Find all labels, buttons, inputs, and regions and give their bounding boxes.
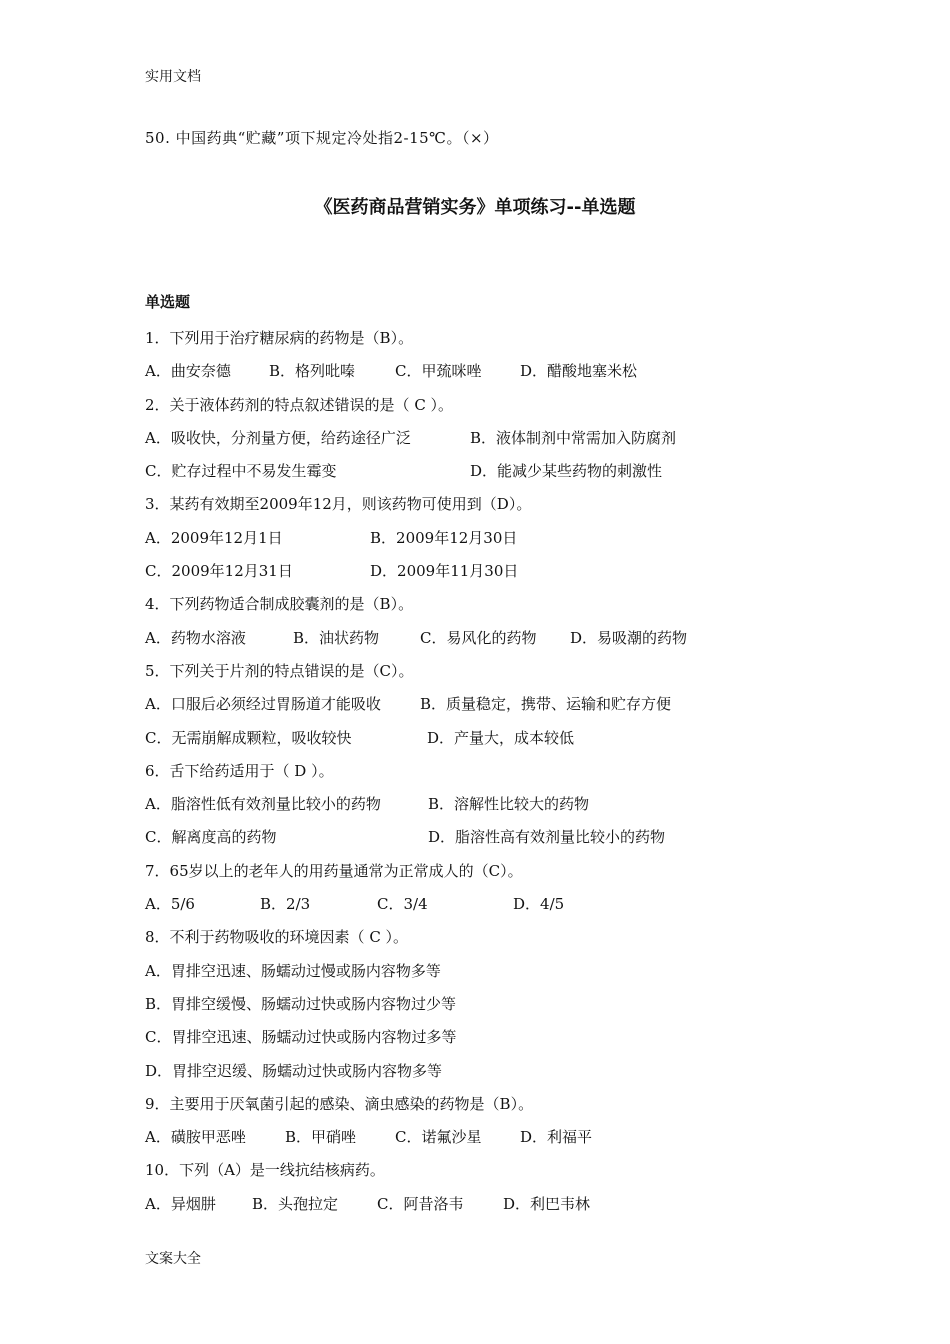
question-2-options-cd: [145, 455, 845, 488]
option-d: D．利福平: [520, 1128, 593, 1147]
question-8-option-a: A．胃排空迅速、肠蠕动过慢或肠内容物多等: [145, 961, 441, 980]
option-d: D．4/5: [513, 895, 565, 914]
option-c: C．诺氟沙星: [395, 1128, 482, 1147]
option-b: B．2/3: [260, 895, 311, 914]
question-4-stem: 4．下列药物适合制成胶囊剂的是（B）。: [145, 595, 414, 614]
option-b: B．格列吡嗪: [269, 362, 356, 381]
question-7-options: [145, 888, 845, 921]
option-b: B．甲硝唑: [285, 1128, 357, 1147]
option-c: C．3/4: [377, 895, 428, 914]
option-b: B．液体制剂中常需加入防腐剂: [470, 428, 677, 447]
question-5-stem: 5．下列关于片剂的特点错误的是（C）。: [145, 661, 414, 680]
option-a: A．异烟肼: [145, 1194, 216, 1213]
question-10-stem: 10．下列（A）是一线抗结核病药。: [145, 1161, 385, 1180]
option-a: A．曲安奈德: [145, 362, 231, 381]
question-2-options-ab: [145, 422, 845, 455]
question-3-stem: 3．某药有效期至2009年12月，则该药物可使用到（D）。: [145, 495, 532, 514]
question-9-stem: 9．主要用于厌氧菌引起的感染、滴虫感染的药物是（B）。: [145, 1094, 534, 1113]
section-heading: 单选题: [145, 293, 191, 311]
option-a: A．口服后必须经过胃肠道才能吸收: [145, 695, 381, 714]
option-b: B．油状药物: [293, 628, 380, 647]
question-5-options-ab: [145, 688, 845, 721]
option-a: A．5/6: [145, 895, 195, 914]
option-d: D．利巴韦林: [503, 1194, 591, 1213]
option-b: B．质量稳定，携带、运输和贮存方便: [420, 695, 672, 714]
option-d: D．易吸潮的药物: [570, 628, 688, 647]
option-a: A．磺胺甲恶唑: [145, 1128, 246, 1147]
question-1-options: [145, 355, 845, 388]
option-c: C．甲巯咪唑: [395, 362, 482, 381]
page-header: 实用文档: [145, 69, 201, 85]
question-8-option-b: B．胃排空缓慢、肠蠕动过快或肠内容物过少等: [145, 994, 457, 1013]
option-b: B．溶解性比较大的药物: [428, 795, 590, 814]
question-2-stem: 2．关于液体药剂的特点叙述错误的是（ C ）。: [145, 395, 454, 414]
question-8-option-c: C．胃排空迅速、肠蠕动过快或肠内容物过多等: [145, 1028, 457, 1047]
option-d: D．脂溶性高有效剂量比较小的药物: [428, 828, 666, 847]
option-c: C．解离度高的药物: [145, 828, 277, 847]
option-c: C．无需崩解成颗粒，吸收较快: [145, 728, 352, 747]
option-d: D．醋酸地塞米松: [520, 362, 638, 381]
question-3-options-cd: [145, 555, 845, 588]
option-b: B．头孢拉定: [252, 1194, 339, 1213]
question-6-options-ab: [145, 788, 845, 821]
option-a: A．2009年12月1日: [145, 528, 283, 547]
question-8-option-d: D．胃排空迟缓、肠蠕动过快或肠内容物多等: [145, 1061, 443, 1080]
option-c: C．2009年12月31日: [145, 562, 293, 581]
question-4-options: [145, 622, 845, 655]
option-c: C．阿昔洛韦: [377, 1194, 464, 1213]
question-6-stem: 6．舌下给药适用于（ D ）。: [145, 761, 334, 780]
document-title: 《医药商品营销实务》单项练习--单选题: [314, 197, 636, 218]
page-footer: 文案大全: [145, 1251, 201, 1267]
option-b: B．2009年12月30日: [370, 528, 518, 547]
option-a: A．药物水溶液: [145, 628, 246, 647]
question-9-options: [145, 1121, 845, 1154]
intro-line: 50. 中国药典“贮藏”项下规定冷处指2-15℃。（×）: [145, 129, 499, 147]
question-list: [145, 322, 845, 1221]
question-3-options-ab: [145, 522, 845, 555]
option-d: D．能减少某些药物的刺激性: [470, 462, 663, 481]
option-a: A．吸收快，分剂量方便，给药途径广泛: [145, 428, 411, 447]
question-5-options-cd: [145, 722, 845, 755]
question-6-options-cd: [145, 821, 845, 854]
option-d: D．2009年11月30日: [370, 562, 519, 581]
option-c: C．易风化的药物: [420, 628, 537, 647]
option-a: A．脂溶性低有效剂量比较小的药物: [145, 795, 381, 814]
question-7-stem: 7．65岁以上的老年人的用药量通常为正常成人的（C）。: [145, 861, 523, 880]
option-d: D．产量大，成本较低: [427, 728, 575, 747]
question-10-options: [145, 1188, 845, 1221]
question-8-stem: 8．不利于药物吸收的环境因素（ C ）。: [145, 928, 409, 947]
question-1-stem: 1．下列用于治疗糖尿病的药物是（B）。: [145, 329, 414, 347]
option-c: C．贮存过程中不易发生霉变: [145, 462, 337, 481]
